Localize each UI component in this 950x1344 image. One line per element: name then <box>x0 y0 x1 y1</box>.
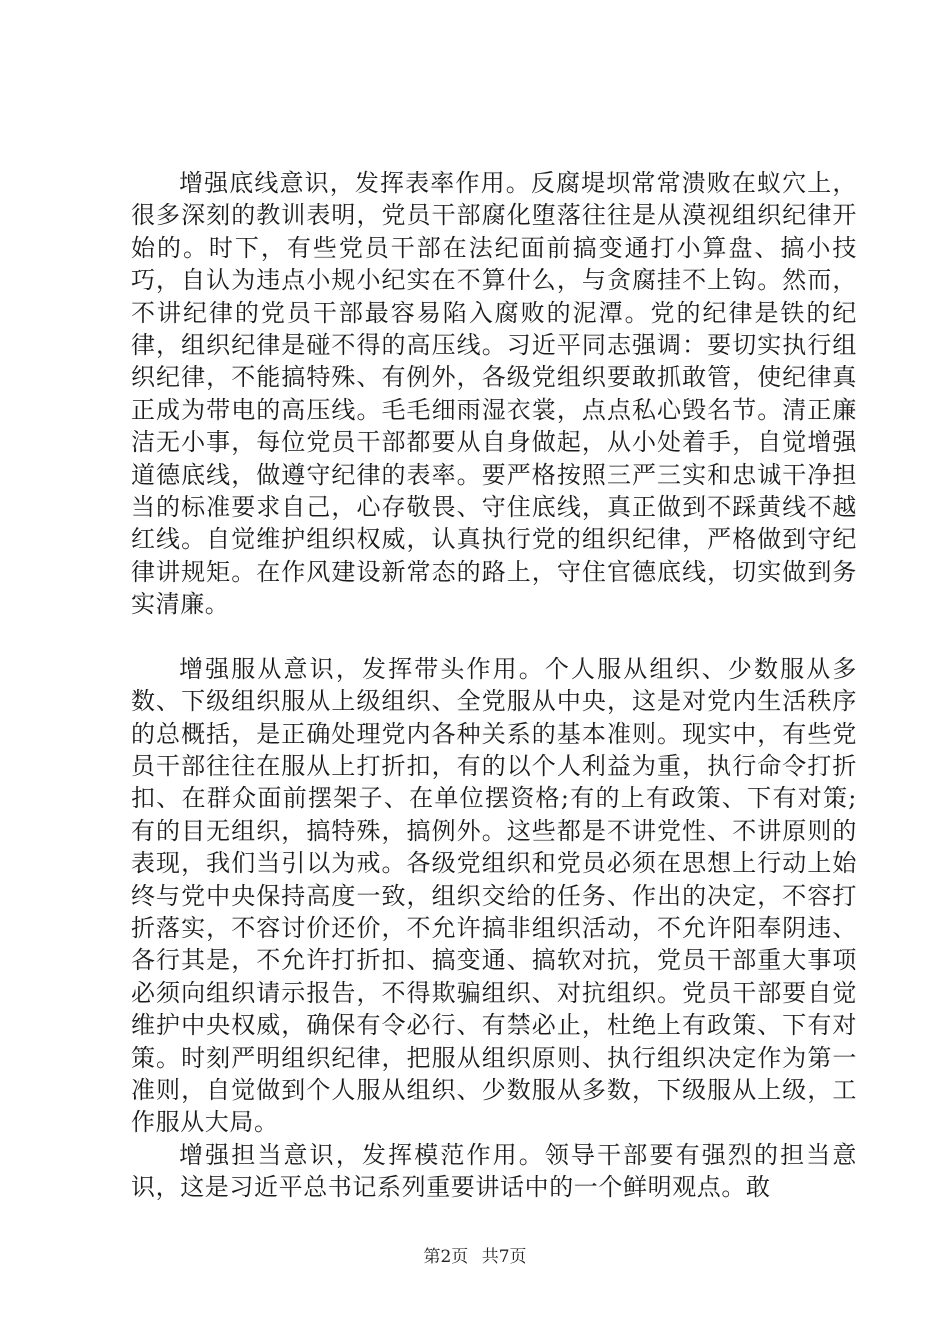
document-body <box>131 167 857 1204</box>
paragraph-responsibility-awareness: 增强担当意识，发挥模范作用。领导干部要有强烈的担当意识，这是习近平总书记系列重要讲话中的一个鲜明观点。敢 <box>131 1140 857 1202</box>
page-number: 第2页 <box>423 1247 469 1267</box>
page-footer <box>0 1242 950 1267</box>
paragraph-obedience-awareness: 增强服从意识，发挥带头作用。个人服从组织、少数服从多数、下级组织服从上级组织、全党服从中央，这是对党内生活秩序的总概括，是正确处理党内各种关系的基本准则。现实中，有些党员干部往往在服从上打折扣，有的以个人利益为重，执行命令打折扣、在群众面前摆架子、在单位摆资格;有的上有政策、下有对策;有的目无组织，搞特殊，搞例外。这些都是不讲党性、不讲原则的表现，我们当引以为戒。各级党组织和党员必须在思想上行动上始终与党中央保持高度一致，组织交给的任务、作出的决定，不容打折落实，不容讨价还价，不允许搞非组织活动，不允许阳奉阴违、各行其是，不允许打折扣、搞变通、搞软对抗，党员干部重大事项必须向组织请示报告，不得欺骗组织、对抗组织。党员干部要自觉维护中央权威，确保有令必行、有禁必止，杜绝上有政策、下有对策。时刻严明组织纪律，把服从组织原则、执行组织决定作为第一准则，自觉做到个人服从组织、少数服从多数，下级服从上级，工作服从大局。 <box>131 654 857 1137</box>
paragraph-bottom-line-awareness: 增强底线意识，发挥表率作用。反腐堤坝常常溃败在蚁穴上，很多深刻的教训表明，党员干部腐化堕落往往是从漠视组织纪律开始的。时下，有些党员干部在法纪面前搞变通打小算盘、搞小技巧，自认为违点小规小纪实在不算什么，与贪腐挂不上钩。然而，不讲纪律的党员干部最容易陷入腐败的泥潭。党的纪律是铁的纪律，组织纪律是碰不得的高压线。习近平同志强调：要切实执行组织纪律，不能搞特殊、有例外，各级党组织要敢抓敢管，使纪律真正成为带电的高压线。毛毛细雨湿衣裳，点点私心毁名节。清正廉洁无小事，每位党员干部都要从自身做起，从小处着手，自觉增强道德底线，做遵守纪律的表率。要严格按照三严三实和忠诚干净担当的标准要求自己，心存敬畏、守住底线，真正做到不踩黄线不越红线。自觉维护组织权威，认真执行党的组织纪律，严格做到守纪律讲规矩。在作风建设新常态的路上，守住官德底线，切实做到务实清廉。 <box>131 169 857 619</box>
page-total: 共7页 <box>481 1247 527 1267</box>
